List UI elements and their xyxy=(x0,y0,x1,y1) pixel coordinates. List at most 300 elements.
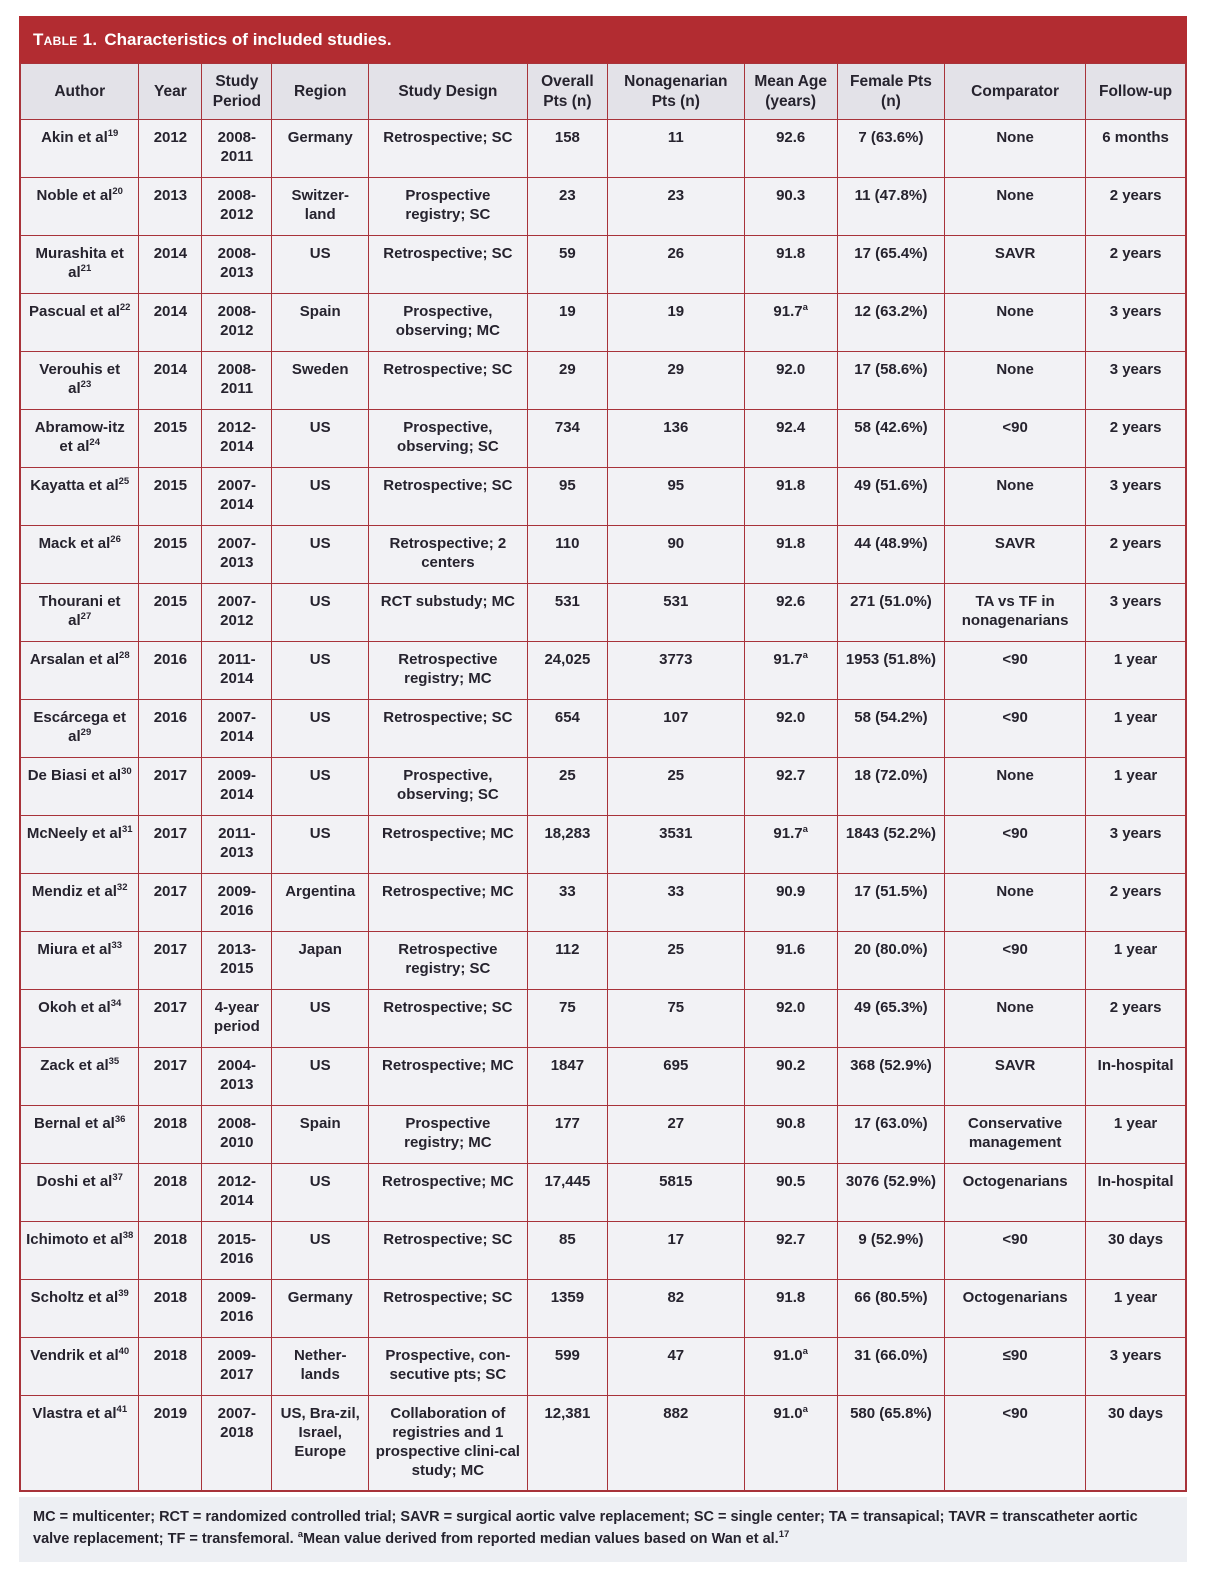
cell-comparator: TA vs TF in nonagenarians xyxy=(945,584,1086,642)
cell-followup: 2 years xyxy=(1086,236,1186,294)
cell-comparator: <90 xyxy=(945,1396,1086,1491)
cell-region: US xyxy=(272,1048,369,1106)
cell-comparator: SAVR xyxy=(945,236,1086,294)
cell-overall: 12,381 xyxy=(527,1396,607,1491)
cell-followup: 3 years xyxy=(1086,816,1186,874)
cell-design: Retrospective; MC xyxy=(369,874,528,932)
cell-followup: In-hospital xyxy=(1086,1164,1186,1222)
col-header-nonagenarian: Nonagenarian Pts (n) xyxy=(608,64,744,120)
table-header-row xyxy=(20,64,1186,120)
cell-author: Vlastra et $al^{41}$ xyxy=(20,1396,139,1491)
table-row xyxy=(20,294,1186,352)
cell-nonagenarian: 25 xyxy=(608,932,744,990)
cell-comparator: None xyxy=(945,758,1086,816)
cell-design: Prospective, observing; MC xyxy=(369,294,528,352)
cell-nonagenarian: 82 xyxy=(608,1280,744,1338)
cell-region: US xyxy=(272,468,369,526)
table-row xyxy=(20,1164,1186,1222)
cell-author: McNeely et $al^{31}$ xyxy=(20,816,139,874)
cell-mean-age: 91.0$^a$ xyxy=(744,1396,837,1491)
cell-nonagenarian: 33 xyxy=(608,874,744,932)
cell-region: US xyxy=(272,526,369,584)
cell-nonagenarian: 531 xyxy=(608,584,744,642)
cell-period: 2009-2016 xyxy=(202,874,272,932)
table-row xyxy=(20,236,1186,294)
cell-period: 4-year period xyxy=(202,990,272,1048)
cell-female: 66 (80.5%) xyxy=(837,1280,944,1338)
author-reference: 41 xyxy=(116,1404,128,1416)
cell-author: Noble et $al^{20}$ xyxy=(20,178,139,236)
cell-followup: 2 years xyxy=(1086,410,1186,468)
cell-overall: 29 xyxy=(527,352,607,410)
cell-nonagenarian: 5815 xyxy=(608,1164,744,1222)
cell-nonagenarian: 107 xyxy=(608,700,744,758)
cell-design: Retrospective; SC xyxy=(369,236,528,294)
cell-female: 17 (63.0%) xyxy=(837,1106,944,1164)
cell-year: 2015 xyxy=(139,410,202,468)
cell-overall: 599 xyxy=(527,1338,607,1396)
cell-followup: 1 year xyxy=(1086,642,1186,700)
cell-nonagenarian: 695 xyxy=(608,1048,744,1106)
cell-region: US xyxy=(272,758,369,816)
cell-period: 2008-2013 xyxy=(202,236,272,294)
table-row xyxy=(20,990,1186,1048)
cell-period: 2011-2013 xyxy=(202,816,272,874)
cell-followup: 30 days xyxy=(1086,1396,1186,1491)
table-row xyxy=(20,642,1186,700)
author-reference: 25 xyxy=(118,476,130,488)
footnote-mean-value-note: Mean value derived from reported median values based on Wan et al. xyxy=(303,1531,779,1547)
mean-age-footnote-marker: a xyxy=(802,302,808,314)
cell-nonagenarian: 882 xyxy=(608,1396,744,1491)
author-reference: 34 xyxy=(110,998,122,1010)
cell-mean-age: 91.8 xyxy=(744,1280,837,1338)
cell-region: Switzer-land xyxy=(272,178,369,236)
author-reference: 21 xyxy=(80,263,92,275)
cell-region: US xyxy=(272,990,369,1048)
cell-mean-age: 91.8 xyxy=(744,468,837,526)
col-header-mean_age: Mean Age (years) xyxy=(744,64,837,120)
cell-comparator: None xyxy=(945,178,1086,236)
cell-female: 49 (51.6%) xyxy=(837,468,944,526)
col-header-region: Region xyxy=(272,64,369,120)
author-reference: 23 xyxy=(80,379,92,391)
cell-comparator: SAVR xyxy=(945,526,1086,584)
cell-design: Prospective registry; MC xyxy=(369,1106,528,1164)
cell-overall: 531 xyxy=(527,584,607,642)
cell-nonagenarian: 136 xyxy=(608,410,744,468)
col-header-year: Year xyxy=(139,64,202,120)
cell-mean-age: 92.0 xyxy=(744,352,837,410)
cell-female: 9 (52.9%) xyxy=(837,1222,944,1280)
cell-comparator: None xyxy=(945,874,1086,932)
cell-period: 2012-2014 xyxy=(202,410,272,468)
cell-author: Ichimoto et $al^{38}$ xyxy=(20,1222,139,1280)
cell-region: US xyxy=(272,584,369,642)
cell-year: 2017 xyxy=(139,932,202,990)
cell-overall: 23 xyxy=(527,178,607,236)
author-reference: 38 xyxy=(122,1230,134,1242)
cell-author: Okoh et $al^{34}$ xyxy=(20,990,139,1048)
cell-year: 2018 xyxy=(139,1222,202,1280)
cell-period: 2011-2014 xyxy=(202,642,272,700)
studies-table xyxy=(19,63,1187,1492)
cell-period: 2012-2014 xyxy=(202,1164,272,1222)
mean-age-footnote-marker: a xyxy=(802,650,808,662)
table-row xyxy=(20,1106,1186,1164)
cell-nonagenarian: 23 xyxy=(608,178,744,236)
cell-region: Spain xyxy=(272,294,369,352)
cell-period: 2007-2014 xyxy=(202,700,272,758)
cell-design: Collaboration of registries and 1 prospective clini-cal study; MC xyxy=(369,1396,528,1491)
cell-female: 17 (65.4%) xyxy=(837,236,944,294)
cell-author: Zack et $al^{35}$ xyxy=(20,1048,139,1106)
cell-year: 2015 xyxy=(139,526,202,584)
cell-female: 58 (54.2%) xyxy=(837,700,944,758)
cell-region: Germany xyxy=(272,1280,369,1338)
cell-author: Akin et $al^{19}$ xyxy=(20,120,139,178)
mean-age-footnote-marker: a xyxy=(802,1404,808,1416)
col-header-female: Female Pts (n) xyxy=(837,64,944,120)
cell-overall: 1847 xyxy=(527,1048,607,1106)
cell-year: 2017 xyxy=(139,874,202,932)
cell-followup: 1 year xyxy=(1086,700,1186,758)
cell-design: Retrospective; MC xyxy=(369,1048,528,1106)
cell-author: Bernal et $al^{36}$ xyxy=(20,1106,139,1164)
author-reference: 29 xyxy=(80,727,92,739)
cell-comparator: <90 xyxy=(945,410,1086,468)
cell-author: Thourani et $al^{27}$ xyxy=(20,584,139,642)
cell-comparator: None xyxy=(945,352,1086,410)
cell-region: US xyxy=(272,1222,369,1280)
cell-nonagenarian: 75 xyxy=(608,990,744,1048)
table-row xyxy=(20,1048,1186,1106)
cell-overall: 110 xyxy=(527,526,607,584)
footnote-abbreviations: MC = multicenter; RCT = randomized controlled trial; SAVR = surgical aortic valve replacement; SC = single center; TA = transapical; TAVR = transcatheter aortic valve replacement; TF = transfemoral. xyxy=(33,1508,1138,1547)
author-reference: 19 xyxy=(107,128,119,140)
cell-overall: 18,283 xyxy=(527,816,607,874)
cell-author: De Biasi et $al^{30}$ xyxy=(20,758,139,816)
cell-region: US xyxy=(272,1164,369,1222)
cell-followup: 6 months xyxy=(1086,120,1186,178)
cell-period: 2013-2015 xyxy=(202,932,272,990)
author-reference: 31 xyxy=(121,824,133,836)
cell-region: US xyxy=(272,816,369,874)
cell-design: Retrospective; SC xyxy=(369,1222,528,1280)
author-reference: 35 xyxy=(108,1056,120,1068)
cell-overall: 25 xyxy=(527,758,607,816)
cell-author: Kayatta et $al^{25}$ xyxy=(20,468,139,526)
table-footnote xyxy=(19,1497,1187,1563)
cell-followup: 3 years xyxy=(1086,1338,1186,1396)
cell-nonagenarian: 3531 xyxy=(608,816,744,874)
cell-female: 580 (65.8%) xyxy=(837,1396,944,1491)
cell-mean-age: 91.7$^a$ xyxy=(744,816,837,874)
cell-mean-age: 91.7$^a$ xyxy=(744,642,837,700)
cell-mean-age: 91.8 xyxy=(744,526,837,584)
cell-author: Abramow-itz et $al^{24}$ xyxy=(20,410,139,468)
cell-mean-age: 91.7$^a$ xyxy=(744,294,837,352)
cell-design: Retrospective; MC xyxy=(369,816,528,874)
author-reference: 37 xyxy=(112,1172,123,1184)
cell-comparator: ≤90 xyxy=(945,1338,1086,1396)
cell-author: Miura et $al^{33}$ xyxy=(20,932,139,990)
cell-year: 2016 xyxy=(139,642,202,700)
table-1-card xyxy=(19,16,1187,1562)
cell-author: Verouhis et $al^{23}$ xyxy=(20,352,139,410)
cell-nonagenarian: 25 xyxy=(608,758,744,816)
cell-period: 2015-2016 xyxy=(202,1222,272,1280)
cell-comparator: SAVR xyxy=(945,1048,1086,1106)
cell-region: Nether-lands xyxy=(272,1338,369,1396)
cell-author: Arsalan et $al^{28}$ xyxy=(20,642,139,700)
cell-author: Mack et $al^{26}$ xyxy=(20,526,139,584)
cell-author: Escárcega et $al^{29}$ xyxy=(20,700,139,758)
author-reference: 33 xyxy=(111,940,123,952)
cell-mean-age: 92.6 xyxy=(744,584,837,642)
table-row xyxy=(20,352,1186,410)
table-row xyxy=(20,410,1186,468)
cell-period: 2009-2016 xyxy=(202,1280,272,1338)
table-row xyxy=(20,468,1186,526)
cell-mean-age: 90.2 xyxy=(744,1048,837,1106)
col-header-overall: Overall Pts (n) xyxy=(527,64,607,120)
cell-overall: 734 xyxy=(527,410,607,468)
cell-period: 2009-2017 xyxy=(202,1338,272,1396)
cell-mean-age: 92.7 xyxy=(744,758,837,816)
mean-age-footnote-marker: a xyxy=(802,824,808,836)
cell-comparator: <90 xyxy=(945,816,1086,874)
cell-year: 2018 xyxy=(139,1338,202,1396)
cell-author: Pascual et $al^{22}$ xyxy=(20,294,139,352)
col-header-design: Study Design xyxy=(369,64,528,120)
cell-region: US, Bra-zil, Israel, Europe xyxy=(272,1396,369,1491)
cell-region: US xyxy=(272,700,369,758)
cell-design: Retrospective registry; SC xyxy=(369,932,528,990)
cell-followup: 30 days xyxy=(1086,1222,1186,1280)
col-header-period: Study Period xyxy=(202,64,272,120)
cell-author: Vendrik et $al^{40}$ xyxy=(20,1338,139,1396)
cell-design: Retrospective; SC xyxy=(369,990,528,1048)
cell-mean-age: 90.8 xyxy=(744,1106,837,1164)
cell-followup: 2 years xyxy=(1086,874,1186,932)
cell-overall: 17,445 xyxy=(527,1164,607,1222)
cell-nonagenarian: 90 xyxy=(608,526,744,584)
author-reference: 24 xyxy=(89,437,100,449)
cell-nonagenarian: 95 xyxy=(608,468,744,526)
table-row xyxy=(20,1338,1186,1396)
cell-female: 271 (51.0%) xyxy=(837,584,944,642)
cell-female: 1843 (52.2%) xyxy=(837,816,944,874)
cell-overall: 1359 xyxy=(527,1280,607,1338)
cell-period: 2009-2014 xyxy=(202,758,272,816)
cell-overall: 654 xyxy=(527,700,607,758)
cell-female: 44 (48.9%) xyxy=(837,526,944,584)
col-header-comparator: Comparator xyxy=(945,64,1086,120)
cell-overall: 95 xyxy=(527,468,607,526)
table-row xyxy=(20,700,1186,758)
cell-female: 31 (66.0%) xyxy=(837,1338,944,1396)
cell-overall: 33 xyxy=(527,874,607,932)
cell-year: 2012 xyxy=(139,120,202,178)
table-row xyxy=(20,584,1186,642)
cell-region: US xyxy=(272,236,369,294)
cell-year: 2018 xyxy=(139,1280,202,1338)
cell-nonagenarian: 3773 xyxy=(608,642,744,700)
cell-design: Prospective, con-secutive pts; SC xyxy=(369,1338,528,1396)
table-row xyxy=(20,1280,1186,1338)
cell-period: 2008-2011 xyxy=(202,352,272,410)
author-reference: 32 xyxy=(116,882,128,894)
cell-comparator: None xyxy=(945,120,1086,178)
cell-female: 58 (42.6%) xyxy=(837,410,944,468)
cell-period: 2007-2018 xyxy=(202,1396,272,1491)
cell-nonagenarian: 17 xyxy=(608,1222,744,1280)
cell-design: Prospective, observing; SC xyxy=(369,410,528,468)
cell-comparator: None xyxy=(945,468,1086,526)
cell-female: 17 (51.5%) xyxy=(837,874,944,932)
table-row xyxy=(20,526,1186,584)
cell-mean-age: 92.6 xyxy=(744,120,837,178)
cell-design: Retrospective; SC xyxy=(369,1280,528,1338)
author-reference: 30 xyxy=(121,766,132,778)
table-row xyxy=(20,1222,1186,1280)
author-reference: 36 xyxy=(114,1114,126,1126)
cell-nonagenarian: 11 xyxy=(608,120,744,178)
cell-overall: 85 xyxy=(527,1222,607,1280)
cell-female: 18 (72.0%) xyxy=(837,758,944,816)
cell-author: Mendiz et $al^{32}$ xyxy=(20,874,139,932)
cell-nonagenarian: 19 xyxy=(608,294,744,352)
cell-female: 7 (63.6%) xyxy=(837,120,944,178)
table-row xyxy=(20,932,1186,990)
cell-followup: 2 years xyxy=(1086,990,1186,1048)
author-reference: 39 xyxy=(118,1288,129,1300)
cell-nonagenarian: 26 xyxy=(608,236,744,294)
table-row xyxy=(20,816,1186,874)
cell-mean-age: 92.7 xyxy=(744,1222,837,1280)
author-reference: 40 xyxy=(118,1346,130,1358)
cell-year: 2018 xyxy=(139,1164,202,1222)
col-header-followup: Follow-up xyxy=(1086,64,1186,120)
cell-author: Scholtz et $al^{39}$ xyxy=(20,1280,139,1338)
cell-followup: 1 year xyxy=(1086,932,1186,990)
cell-year: 2018 xyxy=(139,1106,202,1164)
cell-year: 2016 xyxy=(139,700,202,758)
table-body xyxy=(20,120,1186,1491)
cell-comparator: <90 xyxy=(945,932,1086,990)
cell-year: 2014 xyxy=(139,236,202,294)
author-reference: 27 xyxy=(80,611,92,623)
footnote-marker-a: a xyxy=(297,1529,304,1541)
cell-female: 3076 (52.9%) xyxy=(837,1164,944,1222)
cell-followup: 2 years xyxy=(1086,526,1186,584)
cell-author: Murashita et $al^{21}$ xyxy=(20,236,139,294)
cell-female: 11 (47.8%) xyxy=(837,178,944,236)
cell-year: 2015 xyxy=(139,584,202,642)
mean-age-footnote-marker: a xyxy=(802,1346,808,1358)
cell-female: 1953 (51.8%) xyxy=(837,642,944,700)
table-number-label: Table 1. xyxy=(33,29,98,49)
table-title-bar xyxy=(19,16,1187,63)
cell-comparator: Octogenarians xyxy=(945,1280,1086,1338)
cell-period: 2008-2012 xyxy=(202,294,272,352)
author-reference: 22 xyxy=(119,302,131,314)
cell-followup: 1 year xyxy=(1086,1280,1186,1338)
cell-overall: 19 xyxy=(527,294,607,352)
cell-overall: 24,025 xyxy=(527,642,607,700)
cell-overall: 158 xyxy=(527,120,607,178)
cell-followup: 1 year xyxy=(1086,1106,1186,1164)
cell-year: 2017 xyxy=(139,990,202,1048)
cell-period: 2008-2010 xyxy=(202,1106,272,1164)
cell-female: 368 (52.9%) xyxy=(837,1048,944,1106)
cell-period: 2008-2011 xyxy=(202,120,272,178)
cell-female: 12 (63.2%) xyxy=(837,294,944,352)
cell-year: 2015 xyxy=(139,468,202,526)
cell-female: 20 (80.0%) xyxy=(837,932,944,990)
cell-region: US xyxy=(272,410,369,468)
cell-design: Prospective, observing; SC xyxy=(369,758,528,816)
cell-followup: In-hospital xyxy=(1086,1048,1186,1106)
cell-comparator: <90 xyxy=(945,700,1086,758)
cell-mean-age: 91.8 xyxy=(744,236,837,294)
cell-period: 2007-2012 xyxy=(202,584,272,642)
cell-period: 2008-2012 xyxy=(202,178,272,236)
cell-mean-age: 91.6 xyxy=(744,932,837,990)
cell-design: Retrospective; 2 centers xyxy=(369,526,528,584)
cell-comparator: <90 xyxy=(945,1222,1086,1280)
cell-followup: 3 years xyxy=(1086,468,1186,526)
cell-region: Germany xyxy=(272,120,369,178)
cell-mean-age: 90.3 xyxy=(744,178,837,236)
cell-year: 2017 xyxy=(139,1048,202,1106)
cell-year: 2019 xyxy=(139,1396,202,1491)
cell-author: Doshi et $al^{37}$ xyxy=(20,1164,139,1222)
cell-year: 2014 xyxy=(139,294,202,352)
cell-mean-age: 92.0 xyxy=(744,990,837,1048)
cell-followup: 3 years xyxy=(1086,352,1186,410)
cell-comparator: None xyxy=(945,990,1086,1048)
cell-design: Retrospective; MC xyxy=(369,1164,528,1222)
cell-comparator: <90 xyxy=(945,642,1086,700)
cell-mean-age: 91.0$^a$ xyxy=(744,1338,837,1396)
cell-year: 2014 xyxy=(139,352,202,410)
cell-nonagenarian: 27 xyxy=(608,1106,744,1164)
cell-period: 2007-2013 xyxy=(202,526,272,584)
cell-design: RCT substudy; MC xyxy=(369,584,528,642)
cell-design: Retrospective registry; MC xyxy=(369,642,528,700)
cell-nonagenarian: 47 xyxy=(608,1338,744,1396)
table-row xyxy=(20,874,1186,932)
cell-followup: 1 year xyxy=(1086,758,1186,816)
cell-female: 49 (65.3%) xyxy=(837,990,944,1048)
cell-followup: 3 years xyxy=(1086,294,1186,352)
table-title: Characteristics of included studies. xyxy=(104,29,392,49)
cell-region: US xyxy=(272,642,369,700)
cell-period: 2007-2014 xyxy=(202,468,272,526)
cell-overall: 59 xyxy=(527,236,607,294)
cell-design: Prospective registry; SC xyxy=(369,178,528,236)
cell-year: 2017 xyxy=(139,758,202,816)
cell-comparator: None xyxy=(945,294,1086,352)
cell-overall: 75 xyxy=(527,990,607,1048)
footnote-reference-17: 17 xyxy=(778,1529,790,1541)
cell-year: 2017 xyxy=(139,816,202,874)
cell-design: Retrospective; SC xyxy=(369,120,528,178)
cell-followup: 2 years xyxy=(1086,178,1186,236)
cell-overall: 177 xyxy=(527,1106,607,1164)
